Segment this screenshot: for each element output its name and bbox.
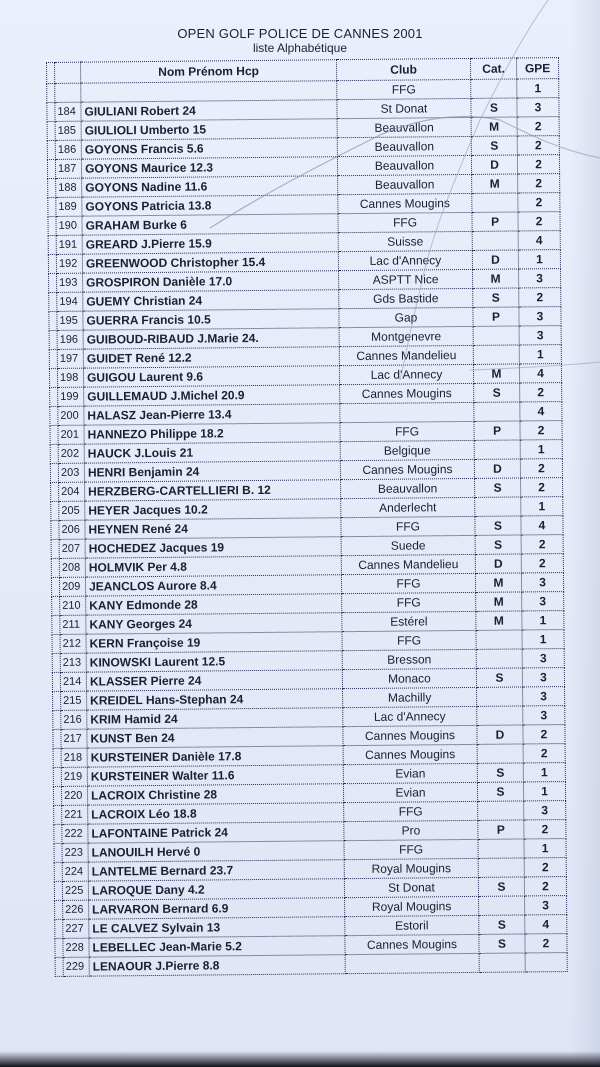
row-group: 2 bbox=[521, 554, 563, 573]
row-blank bbox=[53, 729, 61, 748]
row-category: D bbox=[477, 725, 523, 744]
row-blank bbox=[54, 881, 62, 900]
row-blank bbox=[52, 615, 60, 634]
table-body bbox=[47, 98, 567, 977]
row-name: GREARD J.Pierre 15.9 bbox=[82, 233, 338, 254]
row-number: 224 bbox=[62, 862, 88, 881]
row-club: Cannes Mandelieu bbox=[341, 554, 475, 574]
row-club: Cannes Mougins bbox=[340, 459, 474, 479]
row-blank bbox=[47, 102, 55, 121]
row-number: 217 bbox=[61, 729, 87, 748]
row-number: 193 bbox=[57, 273, 83, 292]
row-number: 186 bbox=[55, 140, 81, 159]
row-category bbox=[474, 440, 520, 459]
row-category bbox=[473, 345, 519, 364]
row-number: 228 bbox=[63, 938, 89, 957]
row-name: KLASSER Pierre 24 bbox=[86, 670, 342, 691]
row-name: KANY Georges 24 bbox=[86, 613, 342, 634]
row-number: 222 bbox=[62, 824, 88, 843]
row-group: 2 bbox=[521, 478, 563, 497]
row-group: 3 bbox=[519, 307, 561, 326]
row-group: 1 bbox=[518, 250, 560, 269]
row-category: S bbox=[477, 763, 523, 782]
row-club: Cannes Mougins bbox=[343, 725, 477, 745]
row-category: D bbox=[471, 155, 517, 174]
row-number: 194 bbox=[57, 292, 83, 311]
row-name: KURSTEINER Danièle 17.8 bbox=[87, 746, 343, 767]
row-blank bbox=[49, 368, 57, 387]
row-club: ASPTT Nice bbox=[339, 269, 473, 289]
header-cat: Cat. bbox=[470, 58, 516, 79]
row-category: S bbox=[474, 383, 520, 402]
subheader-num bbox=[55, 83, 81, 102]
row-club: Estérel bbox=[342, 611, 476, 631]
row-number: 229 bbox=[63, 957, 89, 976]
row-category: S bbox=[473, 288, 519, 307]
row-group: 1 bbox=[522, 630, 564, 649]
row-category: M bbox=[471, 117, 517, 136]
row-name: LAFONTAINE Patrick 24 bbox=[88, 822, 344, 843]
row-name: GOYONS Maurice 12.3 bbox=[81, 157, 337, 178]
row-group: 3 bbox=[524, 801, 566, 820]
row-club bbox=[345, 953, 479, 973]
row-blank bbox=[49, 349, 57, 368]
row-blank bbox=[54, 843, 62, 862]
document-title: OPEN GOLF POLICE DE CANNES 2001 bbox=[177, 26, 423, 41]
row-blank bbox=[48, 216, 56, 235]
subheader-name bbox=[81, 81, 337, 102]
row-group: 4 bbox=[525, 915, 567, 934]
row-category bbox=[479, 953, 525, 972]
row-number: 219 bbox=[61, 767, 87, 786]
subheader-cat bbox=[471, 79, 517, 98]
row-blank bbox=[52, 672, 60, 691]
row-name: GOYONS Patricia 13.8 bbox=[82, 195, 338, 216]
row-club: FFG bbox=[344, 839, 478, 859]
row-category: D bbox=[475, 554, 521, 573]
row-group: 2 bbox=[520, 421, 562, 440]
row-number: 198 bbox=[57, 368, 83, 387]
row-group: 3 bbox=[523, 687, 565, 706]
row-group: 3 bbox=[522, 592, 564, 611]
row-name: KRIM Hamid 24 bbox=[87, 708, 343, 729]
row-club: Beauvallon bbox=[337, 117, 471, 137]
photo-bottom-edge bbox=[0, 1051, 600, 1067]
row-blank bbox=[55, 938, 63, 957]
row-blank bbox=[53, 710, 61, 729]
row-name: JEANCLOS Aurore 8.4 bbox=[85, 575, 341, 596]
row-blank bbox=[50, 406, 58, 425]
row-name: LENAOUR J.Pierre 8.8 bbox=[89, 955, 345, 976]
row-club: Lac d'Annecy bbox=[339, 364, 473, 384]
row-category: P bbox=[473, 307, 519, 326]
row-name: LARVARON Bernard 6.9 bbox=[89, 898, 345, 919]
row-number: 188 bbox=[56, 178, 82, 197]
row-club: Gds Bastide bbox=[339, 288, 473, 308]
row-group: 1 bbox=[524, 839, 566, 858]
row-number: 223 bbox=[62, 843, 88, 862]
row-blank bbox=[50, 425, 58, 444]
row-group: 1 bbox=[519, 345, 561, 364]
row-number: 209 bbox=[59, 577, 85, 596]
row-club: FFG bbox=[341, 516, 475, 536]
row-category: S bbox=[478, 877, 524, 896]
row-group: 1 bbox=[522, 611, 564, 630]
row-name: GUIDET René 12.2 bbox=[83, 347, 339, 368]
row-blank bbox=[52, 596, 60, 615]
row-club: Cannes Mougins bbox=[338, 193, 472, 213]
row-number: 202 bbox=[58, 444, 84, 463]
row-club: Evian bbox=[343, 763, 477, 783]
row-club: FFG bbox=[342, 592, 476, 612]
row-name: LACROIX Léo 18.8 bbox=[88, 803, 344, 824]
row-name: KUNST Ben 24 bbox=[87, 727, 343, 748]
row-blank bbox=[51, 558, 59, 577]
row-name: GRAHAM Burke 6 bbox=[82, 214, 338, 235]
row-club: Monaco bbox=[342, 668, 476, 688]
row-number: 211 bbox=[60, 615, 86, 634]
row-group: 2 bbox=[518, 193, 560, 212]
row-group: 2 bbox=[524, 820, 566, 839]
row-blank bbox=[48, 235, 56, 254]
row-category: D bbox=[472, 250, 518, 269]
header-num bbox=[55, 62, 81, 83]
row-group: 2 bbox=[517, 155, 559, 174]
row-blank bbox=[52, 634, 60, 653]
row-category: S bbox=[477, 782, 523, 801]
row-group: 3 bbox=[523, 706, 565, 725]
row-name: HOCHEDEZ Jacques 19 bbox=[85, 537, 341, 558]
row-category: S bbox=[479, 934, 525, 953]
row-blank bbox=[48, 178, 56, 197]
row-blank bbox=[51, 520, 59, 539]
row-group: 2 bbox=[520, 459, 562, 478]
subheader-club: FFG bbox=[337, 79, 471, 99]
row-name: KERN Françoise 19 bbox=[86, 632, 342, 653]
row-category: M bbox=[476, 611, 522, 630]
row-blank bbox=[51, 539, 59, 558]
row-group: 3 bbox=[519, 326, 561, 345]
row-category: S bbox=[476, 668, 522, 687]
row-club: Beauvallon bbox=[337, 136, 471, 156]
row-group: 2 bbox=[524, 877, 566, 896]
row-category bbox=[478, 858, 524, 877]
row-name: LANOUILH Hervé 0 bbox=[88, 841, 344, 862]
row-category bbox=[475, 497, 521, 516]
row-number: 207 bbox=[59, 539, 85, 558]
row-blank bbox=[51, 501, 59, 520]
header-gpe: GPE bbox=[516, 58, 558, 79]
row-blank bbox=[55, 919, 63, 938]
row-category bbox=[478, 839, 524, 858]
row-club: Suede bbox=[341, 535, 475, 555]
row-name: HEYNEN René 24 bbox=[85, 518, 341, 539]
row-name: HALASZ Jean-Pierre 13.4 bbox=[84, 404, 340, 425]
row-number: 200 bbox=[58, 406, 84, 425]
row-blank bbox=[48, 254, 56, 273]
row-name: GROSPIRON Danièle 17.0 bbox=[83, 271, 339, 292]
row-category: S bbox=[475, 535, 521, 554]
row-number: 187 bbox=[55, 159, 81, 178]
row-club: Beauvallon bbox=[338, 174, 472, 194]
row-group: 2 bbox=[525, 934, 567, 953]
row-category: S bbox=[471, 98, 517, 117]
row-group: 2 bbox=[523, 744, 565, 763]
row-number: 226 bbox=[63, 900, 89, 919]
row-group: 2 bbox=[523, 725, 565, 744]
row-name: HAUCK J.Louis 21 bbox=[84, 442, 340, 463]
row-blank bbox=[50, 387, 58, 406]
row-number: 214 bbox=[60, 672, 86, 691]
row-blank bbox=[47, 159, 55, 178]
row-group: 2 bbox=[524, 858, 566, 877]
row-group: 2 bbox=[517, 117, 559, 136]
row-category: M bbox=[472, 174, 518, 193]
row-name: GUERRA Francis 10.5 bbox=[83, 309, 339, 330]
row-category bbox=[472, 231, 518, 250]
row-category bbox=[477, 744, 523, 763]
row-group: 4 bbox=[521, 516, 563, 535]
row-number: 220 bbox=[61, 786, 87, 805]
row-group: 3 bbox=[521, 573, 563, 592]
row-number: 213 bbox=[60, 653, 86, 672]
row-group: 3 bbox=[519, 269, 561, 288]
row-club: Estoril bbox=[345, 915, 479, 935]
row-number: 190 bbox=[56, 216, 82, 235]
row-blank bbox=[51, 577, 59, 596]
row-name: KREIDEL Hans-Stephan 24 bbox=[87, 689, 343, 710]
row-club: Cannes Mougins bbox=[343, 744, 477, 764]
row-category bbox=[472, 193, 518, 212]
row-category bbox=[476, 630, 522, 649]
row-group: 2 bbox=[520, 383, 562, 402]
row-name: LACROIX Christine 28 bbox=[87, 784, 343, 805]
row-category: S bbox=[479, 915, 525, 934]
row-blank bbox=[51, 482, 59, 501]
row-blank bbox=[55, 900, 63, 919]
row-category: M bbox=[476, 592, 522, 611]
row-club: Anderlecht bbox=[341, 497, 475, 517]
row-club: FFG bbox=[341, 573, 475, 593]
row-category: M bbox=[473, 364, 519, 383]
row-number: 197 bbox=[57, 349, 83, 368]
row-number: 191 bbox=[56, 235, 82, 254]
row-club: Montgenevre bbox=[339, 326, 473, 346]
row-club: Cannes Mandelieu bbox=[339, 345, 473, 365]
row-group: 1 bbox=[523, 782, 565, 801]
row-category: S bbox=[475, 516, 521, 535]
row-category bbox=[477, 687, 523, 706]
row-name: GUIGOU Laurent 9.6 bbox=[83, 366, 339, 387]
row-group bbox=[525, 953, 567, 972]
row-number: 199 bbox=[58, 387, 84, 406]
row-group: 2 bbox=[518, 174, 560, 193]
row-club: Cannes Mougins bbox=[340, 383, 474, 403]
row-category bbox=[476, 649, 522, 668]
row-number: 203 bbox=[58, 463, 84, 482]
row-club: FFG bbox=[340, 421, 474, 441]
row-club: St Donat bbox=[344, 877, 478, 897]
row-blank bbox=[54, 824, 62, 843]
row-name: GIULIANI Robert 24 bbox=[81, 100, 337, 121]
paper-shadow bbox=[570, 0, 600, 1067]
row-name: KINOWSKI Laurent 12.5 bbox=[86, 651, 342, 672]
row-club: Cannes Mougins bbox=[345, 934, 479, 954]
row-group: 4 bbox=[519, 364, 561, 383]
row-blank bbox=[54, 862, 62, 881]
row-number: 212 bbox=[60, 634, 86, 653]
row-blank bbox=[49, 311, 57, 330]
row-name: HEYER Jacques 10.2 bbox=[85, 499, 341, 520]
header-club: Club bbox=[336, 58, 470, 80]
row-number: 225 bbox=[62, 881, 88, 900]
subheader-blank bbox=[47, 83, 55, 102]
row-group: 3 bbox=[517, 98, 559, 117]
row-number: 216 bbox=[61, 710, 87, 729]
row-category bbox=[474, 402, 520, 421]
row-category: S bbox=[471, 136, 517, 155]
row-name: GOYONS Francis 5.6 bbox=[81, 138, 337, 159]
row-blank bbox=[47, 121, 55, 140]
row-club: Suisse bbox=[338, 231, 472, 251]
header-blank bbox=[47, 62, 55, 83]
row-number: 196 bbox=[57, 330, 83, 349]
row-name: LANTELME Bernard 23.7 bbox=[88, 860, 344, 881]
row-club: Machilly bbox=[343, 687, 477, 707]
row-club bbox=[340, 402, 474, 422]
row-category bbox=[478, 801, 524, 820]
row-group: 1 bbox=[521, 497, 563, 516]
row-blank bbox=[53, 786, 61, 805]
row-group: 1 bbox=[520, 440, 562, 459]
row-club: FFG bbox=[338, 212, 472, 232]
row-group: 1 bbox=[523, 763, 565, 782]
row-blank bbox=[49, 330, 57, 349]
row-blank bbox=[49, 273, 57, 292]
row-category: D bbox=[474, 459, 520, 478]
row-category bbox=[479, 896, 525, 915]
row-number: 192 bbox=[56, 254, 82, 273]
row-blank bbox=[54, 805, 62, 824]
row-number: 185 bbox=[55, 121, 81, 140]
row-number: 201 bbox=[58, 425, 84, 444]
row-club: Bresson bbox=[342, 649, 476, 669]
row-category: M bbox=[473, 269, 519, 288]
row-name: HANNEZO Philippe 18.2 bbox=[84, 423, 340, 444]
row-blank bbox=[52, 653, 60, 672]
row-group: 3 bbox=[522, 668, 564, 687]
row-group: 4 bbox=[518, 231, 560, 250]
row-club: Lac d'Annecy bbox=[338, 250, 472, 270]
row-club: Royal Mougins bbox=[344, 858, 478, 878]
row-club: Beauvallon bbox=[337, 155, 471, 175]
row-club: FFG bbox=[342, 630, 476, 650]
row-category bbox=[477, 706, 523, 725]
row-name: GUILLEMAUD J.Michel 20.9 bbox=[84, 385, 340, 406]
row-number: 184 bbox=[55, 102, 81, 121]
row-name: LE CALVEZ Sylvain 13 bbox=[89, 917, 345, 938]
row-name: GUIBOUD-RIBAUD J.Marie 24. bbox=[83, 328, 339, 349]
row-number: 204 bbox=[59, 482, 85, 501]
row-group: 2 bbox=[521, 535, 563, 554]
row-number: 221 bbox=[62, 805, 88, 824]
row-group: 3 bbox=[525, 896, 567, 915]
row-blank bbox=[53, 691, 61, 710]
subheader-gpe: 1 bbox=[517, 79, 559, 98]
row-club: Royal Mougins bbox=[345, 896, 479, 916]
row-number: 210 bbox=[60, 596, 86, 615]
row-number: 206 bbox=[59, 520, 85, 539]
row-group: 3 bbox=[522, 649, 564, 668]
row-club: Pro bbox=[344, 820, 478, 840]
row-name: LEBELLEC Jean-Marie 5.2 bbox=[89, 936, 345, 957]
row-number: 218 bbox=[61, 748, 87, 767]
row-name: GIULIOLI Umberto 15 bbox=[81, 119, 337, 140]
row-name: GREENWOOD Christopher 15.4 bbox=[82, 252, 338, 273]
row-name: HOLMVIK Per 4.8 bbox=[85, 556, 341, 577]
row-category: P bbox=[472, 212, 518, 231]
row-club: Beauvallon bbox=[341, 478, 475, 498]
header-name: Nom Prénom Hcp bbox=[81, 60, 337, 83]
row-name: HERZBERG-CARTELLIERI B. 12 bbox=[85, 480, 341, 501]
row-club: FFG bbox=[344, 801, 478, 821]
row-club: St Donat bbox=[337, 98, 471, 118]
row-name: GUEMY Christian 24 bbox=[83, 290, 339, 311]
row-blank bbox=[53, 767, 61, 786]
document-subtitle: liste Alphabétique bbox=[252, 41, 348, 55]
row-category: P bbox=[478, 820, 524, 839]
row-name: KURSTEINER Walter 11.6 bbox=[87, 765, 343, 786]
row-number: 208 bbox=[59, 558, 85, 577]
row-category: P bbox=[474, 421, 520, 440]
row-blank bbox=[53, 748, 61, 767]
row-number: 215 bbox=[61, 691, 87, 710]
row-blank bbox=[50, 444, 58, 463]
row-group: 4 bbox=[520, 402, 562, 421]
row-name: GOYONS Nadine 11.6 bbox=[82, 176, 338, 197]
row-club: Belgique bbox=[340, 440, 474, 460]
row-blank bbox=[49, 292, 57, 311]
row-name: HENRI Benjamin 24 bbox=[84, 461, 340, 482]
row-number: 227 bbox=[63, 919, 89, 938]
row-club: Gap bbox=[339, 307, 473, 327]
participant-table-wrapper bbox=[46, 57, 567, 977]
row-category: M bbox=[475, 573, 521, 592]
row-name: LAROQUE Dany 4.2 bbox=[88, 879, 344, 900]
row-group: 2 bbox=[519, 288, 561, 307]
row-blank bbox=[48, 197, 56, 216]
row-blank bbox=[55, 957, 63, 976]
row-blank bbox=[50, 463, 58, 482]
row-group: 2 bbox=[517, 136, 559, 155]
row-number: 195 bbox=[57, 311, 83, 330]
row-club: Lac d'Annecy bbox=[343, 706, 477, 726]
row-blank bbox=[47, 140, 55, 159]
participant-table bbox=[46, 57, 568, 977]
row-group: 2 bbox=[518, 212, 560, 231]
row-name: KANY Edmonde 28 bbox=[86, 594, 342, 615]
row-category: S bbox=[475, 478, 521, 497]
row-number: 205 bbox=[59, 501, 85, 520]
row-category bbox=[473, 326, 519, 345]
row-number: 189 bbox=[56, 197, 82, 216]
row-club: Evian bbox=[343, 782, 477, 802]
